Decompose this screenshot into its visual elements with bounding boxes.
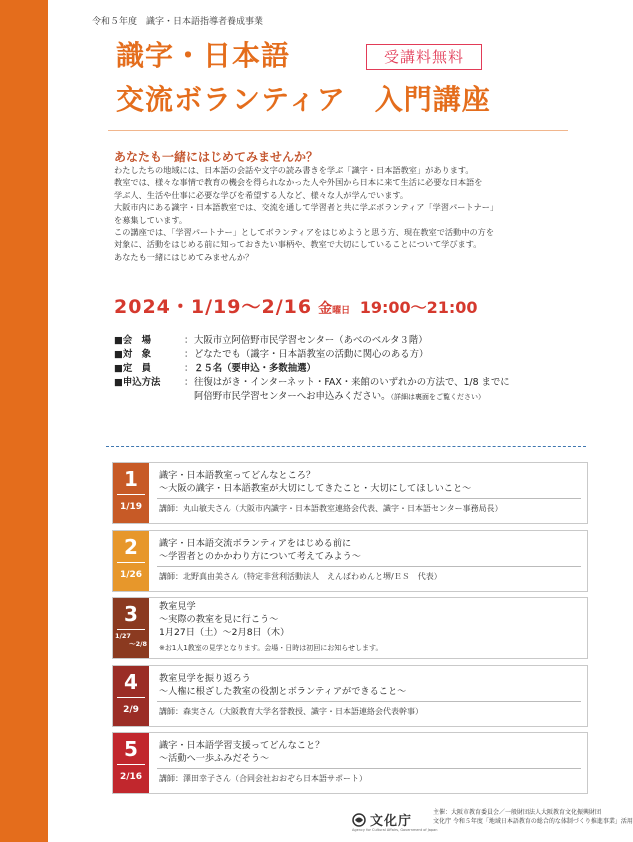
session-divider bbox=[157, 498, 581, 499]
target-row bbox=[114, 348, 584, 362]
intro-lead: あなたも一緒にはじめてみませんか？ bbox=[114, 150, 319, 164]
course-schedule bbox=[114, 292, 478, 319]
apply-value-cont: 阿倍野市民学習センターへお申込みください。 bbox=[194, 391, 391, 402]
capacity-row bbox=[114, 362, 584, 376]
session-date-from: 1/27 bbox=[115, 632, 131, 640]
session-title-block bbox=[159, 537, 361, 563]
session-title: 識字・日本語交流ボランティアをはじめる前に bbox=[159, 538, 352, 549]
session-subtitle: ～活動へ一歩ふみだそう～ bbox=[159, 753, 270, 764]
footer-credits bbox=[433, 808, 633, 826]
session-subtitle: ～人権に根ざした教室の役割とボランティアができること～ bbox=[159, 686, 407, 697]
session-speaker: 講師：澤田幸子さん（合同会社おおぞら日本語サポート） bbox=[159, 774, 367, 783]
session-date-range bbox=[115, 632, 149, 648]
session-speaker: 講師：丸山敏夫さん（大阪市内識字・日本語教室連絡会代表、識字・日本語センター事務局長） bbox=[159, 504, 503, 513]
course-dates: 2024・1/19～2/16 bbox=[114, 296, 313, 318]
apply-row bbox=[114, 376, 584, 390]
flyer-content bbox=[48, 0, 633, 842]
session-card-5 bbox=[112, 732, 588, 794]
session-title-block bbox=[159, 469, 471, 495]
session-title: 識字・日本語学習支援ってどんなこと？ bbox=[159, 740, 325, 751]
session-date: 1/19 bbox=[119, 502, 143, 512]
sponsor-text: 主催：大阪市教育委員会／一般財団法人大阪教育文化振興財団 bbox=[433, 809, 602, 816]
session-badge bbox=[113, 598, 149, 658]
apply-note: （詳細は裏面をご覧ください） bbox=[390, 393, 486, 401]
session-subtitle: ～学習者とのかかわり方について考えてみよう～ bbox=[159, 551, 361, 562]
capacity-value: ２５名（要申込・多数抽選） bbox=[194, 363, 316, 374]
course-time: 19:00～21:00 bbox=[359, 298, 478, 317]
target-label: ■対 象 bbox=[114, 349, 151, 360]
session-speaker: 講師：北野真由美さん（特定非営利活動法人 えんぱわめんと堺/ＥＳ 代表） bbox=[159, 572, 442, 581]
session-date: 1/26 bbox=[119, 570, 143, 580]
session-date: 2/16 bbox=[119, 772, 143, 782]
session-badge bbox=[113, 733, 149, 793]
intro-paragraph: 教室では、様々な事情で教育の機会を得られなかった人や外国から日本に来て生活に必要な日本語を bbox=[114, 177, 483, 188]
agency-logo bbox=[352, 810, 412, 829]
apply-value: 往復はがき・インターネット・FAX・来館のいずれかの方法で、1/8 までに bbox=[194, 377, 510, 388]
separator: ： bbox=[184, 349, 194, 360]
badge-divider bbox=[117, 764, 145, 765]
session-date-to: ～2/8 bbox=[129, 640, 147, 648]
venue-value: 大阪市立阿倍野市民学習センター（あべのベルタ３階） bbox=[194, 335, 428, 346]
apply-continuation bbox=[114, 390, 584, 404]
course-weekday-suffix: 曜日 bbox=[332, 306, 351, 316]
intro-text bbox=[114, 164, 584, 263]
intro-paragraph: わたしたちの地域には、日本語の会話や文字の読み書きを学ぶ「識字・日本語教室」があります。 bbox=[114, 165, 474, 175]
page-title-line1: 識字・日本語 bbox=[116, 39, 291, 72]
title-divider bbox=[108, 130, 568, 131]
session-title-block bbox=[159, 600, 289, 639]
agency-logo-subtext: Agency for Cultural Affairs, Government of Japan bbox=[352, 828, 438, 832]
session-badge bbox=[113, 666, 149, 726]
session-number: 3 bbox=[124, 602, 138, 626]
session-subtitle: ～大阪の識字・日本語教室が大切にしてきたこと・大切にしてほしいこと～ bbox=[159, 483, 472, 494]
session-title: 識字・日本語教室ってどんなところ？ bbox=[159, 470, 316, 481]
session-badge bbox=[113, 463, 149, 523]
venue-row bbox=[114, 334, 584, 348]
intro-paragraph: 大阪市内にある識字・日本語教室では、交流を通して学習者と共に学ぶボランティア「学習パートナー」 bbox=[114, 202, 499, 213]
badge-divider bbox=[117, 562, 145, 563]
badge-divider bbox=[117, 629, 145, 630]
course-weekday: 金 bbox=[318, 301, 333, 317]
apply-label: ■申込方法 bbox=[114, 377, 161, 388]
badge-divider bbox=[117, 494, 145, 495]
badge-divider bbox=[117, 697, 145, 698]
left-accent-stripe bbox=[0, 0, 48, 842]
intro-paragraph: を募集しています。 bbox=[114, 214, 188, 225]
session-number: 4 bbox=[124, 670, 138, 694]
session-number: 5 bbox=[124, 737, 138, 761]
intro-paragraph: 学ぶ人、生活や仕事に必要な学びを希望する人など、様々な人が学んでいます。 bbox=[114, 189, 409, 200]
session-speaker: 講師：森実さん（大阪教育大学名誉教授、識字・日本語連絡会代表幹事） bbox=[159, 707, 423, 716]
session-note: ※お1人1教室の見学となります。会場・日時は初回にお知らせします。 bbox=[159, 644, 383, 652]
session-divider bbox=[157, 768, 581, 769]
session-divider bbox=[157, 566, 581, 567]
capacity-label: ■定 員 bbox=[114, 363, 151, 374]
program-label: 令和５年度 識字・日本語指導者養成事業 bbox=[92, 17, 264, 27]
session-title-block bbox=[159, 672, 406, 698]
session-card-1 bbox=[112, 462, 588, 524]
page-title-line2: 交流ボランティア 入門講座 bbox=[116, 83, 491, 116]
separator: ： bbox=[184, 363, 194, 374]
session-title: 教室見学 bbox=[159, 601, 196, 612]
session-badge bbox=[113, 531, 149, 591]
session-title: 教室見学を振り返ろう bbox=[159, 673, 251, 684]
separator: ： bbox=[184, 335, 194, 346]
session-title-block bbox=[159, 739, 324, 765]
session-detail: 1月27日（土）～2月8日（木） bbox=[159, 627, 290, 638]
session-number: 2 bbox=[124, 535, 138, 559]
session-date: 2/9 bbox=[123, 705, 139, 715]
intro-paragraph: あなたも一緒にはじめてみませんか？ bbox=[114, 251, 254, 262]
intro-paragraph: 対象に、活動をはじめる前に知っておきたい事柄や、教室で大切にしていることについて学びます。 bbox=[114, 239, 482, 250]
session-card-2 bbox=[112, 530, 588, 592]
section-divider bbox=[106, 446, 586, 447]
target-value: どなたでも（識字・日本語教室の活動に関心のある方） bbox=[194, 349, 429, 360]
session-card-3 bbox=[112, 597, 588, 659]
free-admission-badge: 受講料無料 bbox=[366, 44, 482, 70]
course-info bbox=[114, 334, 584, 404]
intro-paragraph: この講座では、「学習パートナー」としてボランティアをはじめようと思う方、現在教室で活動中の方を bbox=[114, 227, 495, 238]
agency-logo-icon bbox=[352, 813, 366, 827]
separator: ： bbox=[184, 377, 194, 388]
agency-logo-text: 文化庁 bbox=[370, 814, 413, 829]
session-subtitle: ～実際の教室を見に行こう～ bbox=[159, 614, 279, 625]
venue-label: ■会 場 bbox=[114, 335, 151, 346]
session-number: 1 bbox=[124, 467, 138, 491]
session-card-4 bbox=[112, 665, 588, 727]
session-divider bbox=[157, 701, 581, 702]
project-text: 文化庁 令和５年度「地域日本語教育の総合的な体制づくり推進事業」活用 bbox=[433, 818, 633, 825]
